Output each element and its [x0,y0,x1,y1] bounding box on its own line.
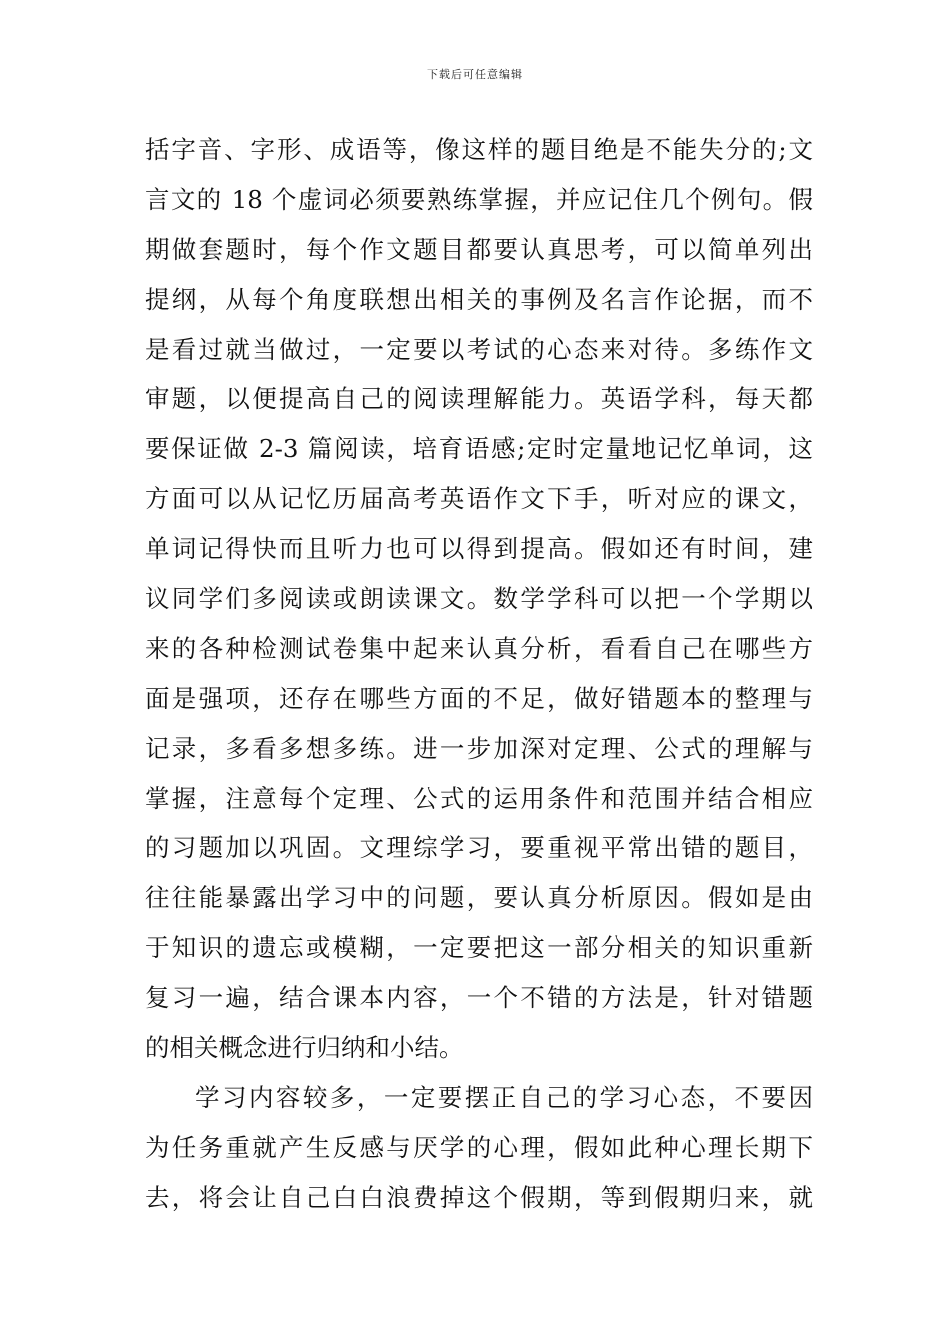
text-line: 是看过就当做过，一定要以考试的心态来对待。多练作文 [145,334,813,364]
text-line: 方面可以从记忆历届高考英语作文下手，听对应的课文， [145,484,813,514]
text-line: 的相关概念进行归纳和小结。 [145,1033,464,1063]
text-line: 往往能暴露出学习中的问题，要认真分析原因。假如是由 [145,883,813,913]
text-line: 来的各种检测试卷集中起来认真分析，看看自己在哪些方 [145,633,813,663]
text-line: 为任务重就产生反感与厌学的心理，假如此种心理长期下 [145,1132,813,1162]
text-line: 于知识的遗忘或模糊，一定要把这一部分相关的知识重新 [145,933,813,963]
text-line: 面是强项，还存在哪些方面的不足，做好错题本的整理与 [145,683,813,713]
text-line: 的习题加以巩固。文理综学习，要重视平常出错的题目， [145,833,813,863]
text-line: 议同学们多阅读或朗读课文。数学学科可以把一个学期以 [145,584,813,614]
text-line: 单词记得快而且听力也可以得到提高。假如还有时间，建 [145,534,813,564]
text-line: 言文的 18 个虚词必须要熟练掌握，并应记住几个例句。假 [145,184,813,214]
text-line: 记录，多看多想多练。进一步加深对定理、公式的理解与 [145,733,813,763]
text-line: 要保证做 2-3 篇阅读，培育语感;定时定量地记忆单词，这 [145,434,813,464]
text-line: 审题，以便提高自己的阅读理解能力。英语学科，每天都 [145,384,813,414]
text-line: 提纲，从每个角度联想出相关的事例及名言作论据，而不 [145,284,813,314]
document-body [145,130,813,1228]
paragraph-2 [145,1078,813,1228]
text-line: 期做套题时，每个作文题目都要认真思考，可以简单列出 [145,234,813,264]
text-line: 学习内容较多，一定要摆正自己的学习心态，不要因 [195,1082,813,1112]
text-line: 复习一遍，结合课本内容，一个不错的方法是，针对错题 [145,983,813,1013]
text-line: 掌握，注意每个定理、公式的运用条件和范围并结合相应 [145,783,813,813]
text-line: 去，将会让自己白白浪费掉这个假期，等到假期归来，就 [145,1182,813,1212]
paragraph-1 [145,130,813,1078]
text-line: 括字音、字形、成语等，像这样的题目绝是不能失分的;文 [145,135,813,164]
page-header: 下载后可任意编辑 [427,68,523,81]
